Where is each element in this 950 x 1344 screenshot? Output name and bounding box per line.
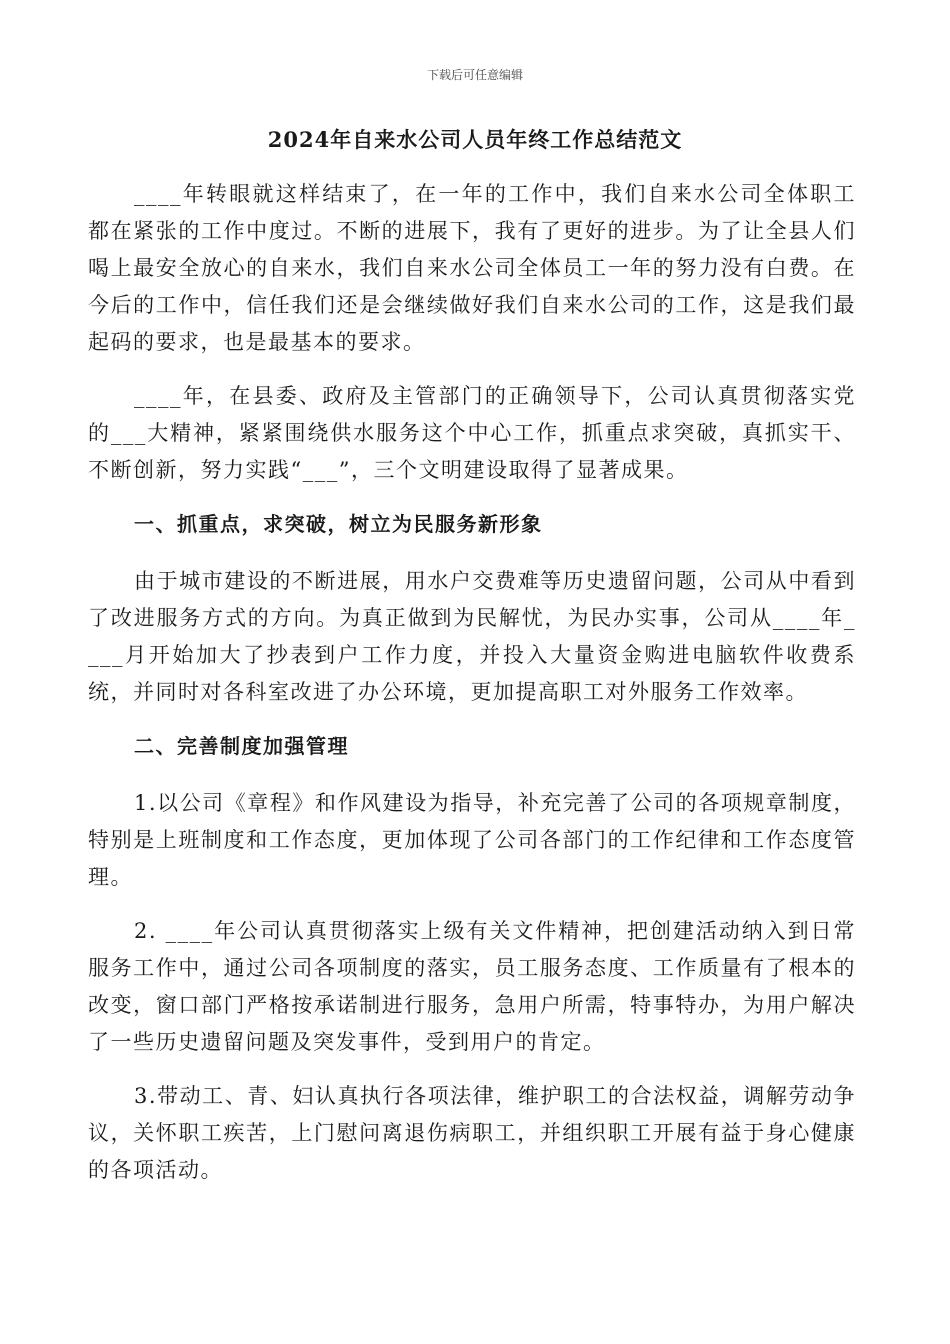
section-heading-2: 二、完善制度加强管理 [134,734,349,758]
paragraph-item-2: 2. ____年公司认真贯彻落实上级有关文件精神，把创建活动纳入到日常服务工作中，通过公司各项制度的落实，员工服务态度、工作质量有了根本的改变，窗口部门严格按承诺制进行服务，急用户所需，特事特办，为用户解决了一些历史遗留问题及突发事件，受到用户的肯定。 [88,919,856,1054]
paragraph-item-3: 3.带动工、青、妇认真执行各项法律，维护职工的合法权益，调解劳动争议，关怀职工疾苦，上门慰问离退伤病职工，并组织职工开展有益于身心健康的各项活动。 [88,1084,856,1182]
document-title: 2024年自来水公司人员年终工作总结范文 [267,127,683,152]
paragraph-item-1: 1.以公司《章程》和作风建设为指导，补充完善了公司的各项规章制度，特别是上班制度和工作态度，更加体现了公司各部门的工作纪律和工作态度管理。 [88,791,856,889]
section-heading-1: 一、抓重点，求突破，树立为民服务新形象 [134,512,543,536]
paragraph-leadership: ____年，在县委、政府及主管部门的正确领导下，公司认真贯彻落实党的___大精神，紧紧围绕供水服务这个中心工作，抓重点求突破，真抓实干、不断创新，努力实践“___”，三个文明建设取得了显著成果。 [88,384,856,482]
header-note: 下载后可任意编辑 [426,68,523,82]
paragraph-service-improvement: 由于城市建设的不断进展，用水户交费难等历史遗留问题，公司从中看到了改进服务方式的方向。为真正做到为民解忧，为民办实事，公司从____年____月开始加大了抄表到户工作力度，并投入大量资金购进电脑软件收费系统，并同时对各科室改进了办公环境，更加提高职工对外服务工作效率。 [88,569,856,704]
paragraph-intro: ____年转眼就这样结束了，在一年的工作中，我们自来水公司全体职工都在紧张的工作中度过。不断的进展下，我有了更好的进步。为了让全县人们喝上最安全放心的自来水，我们自来水公司全体员工一年的努力没有白费。在今后的工作中，信任我们还是会继续做好我们自来水公司的工作，这是我们最起码的要求，也是最基本的要求。 [88,182,856,354]
document-body [88,176,856,1206]
